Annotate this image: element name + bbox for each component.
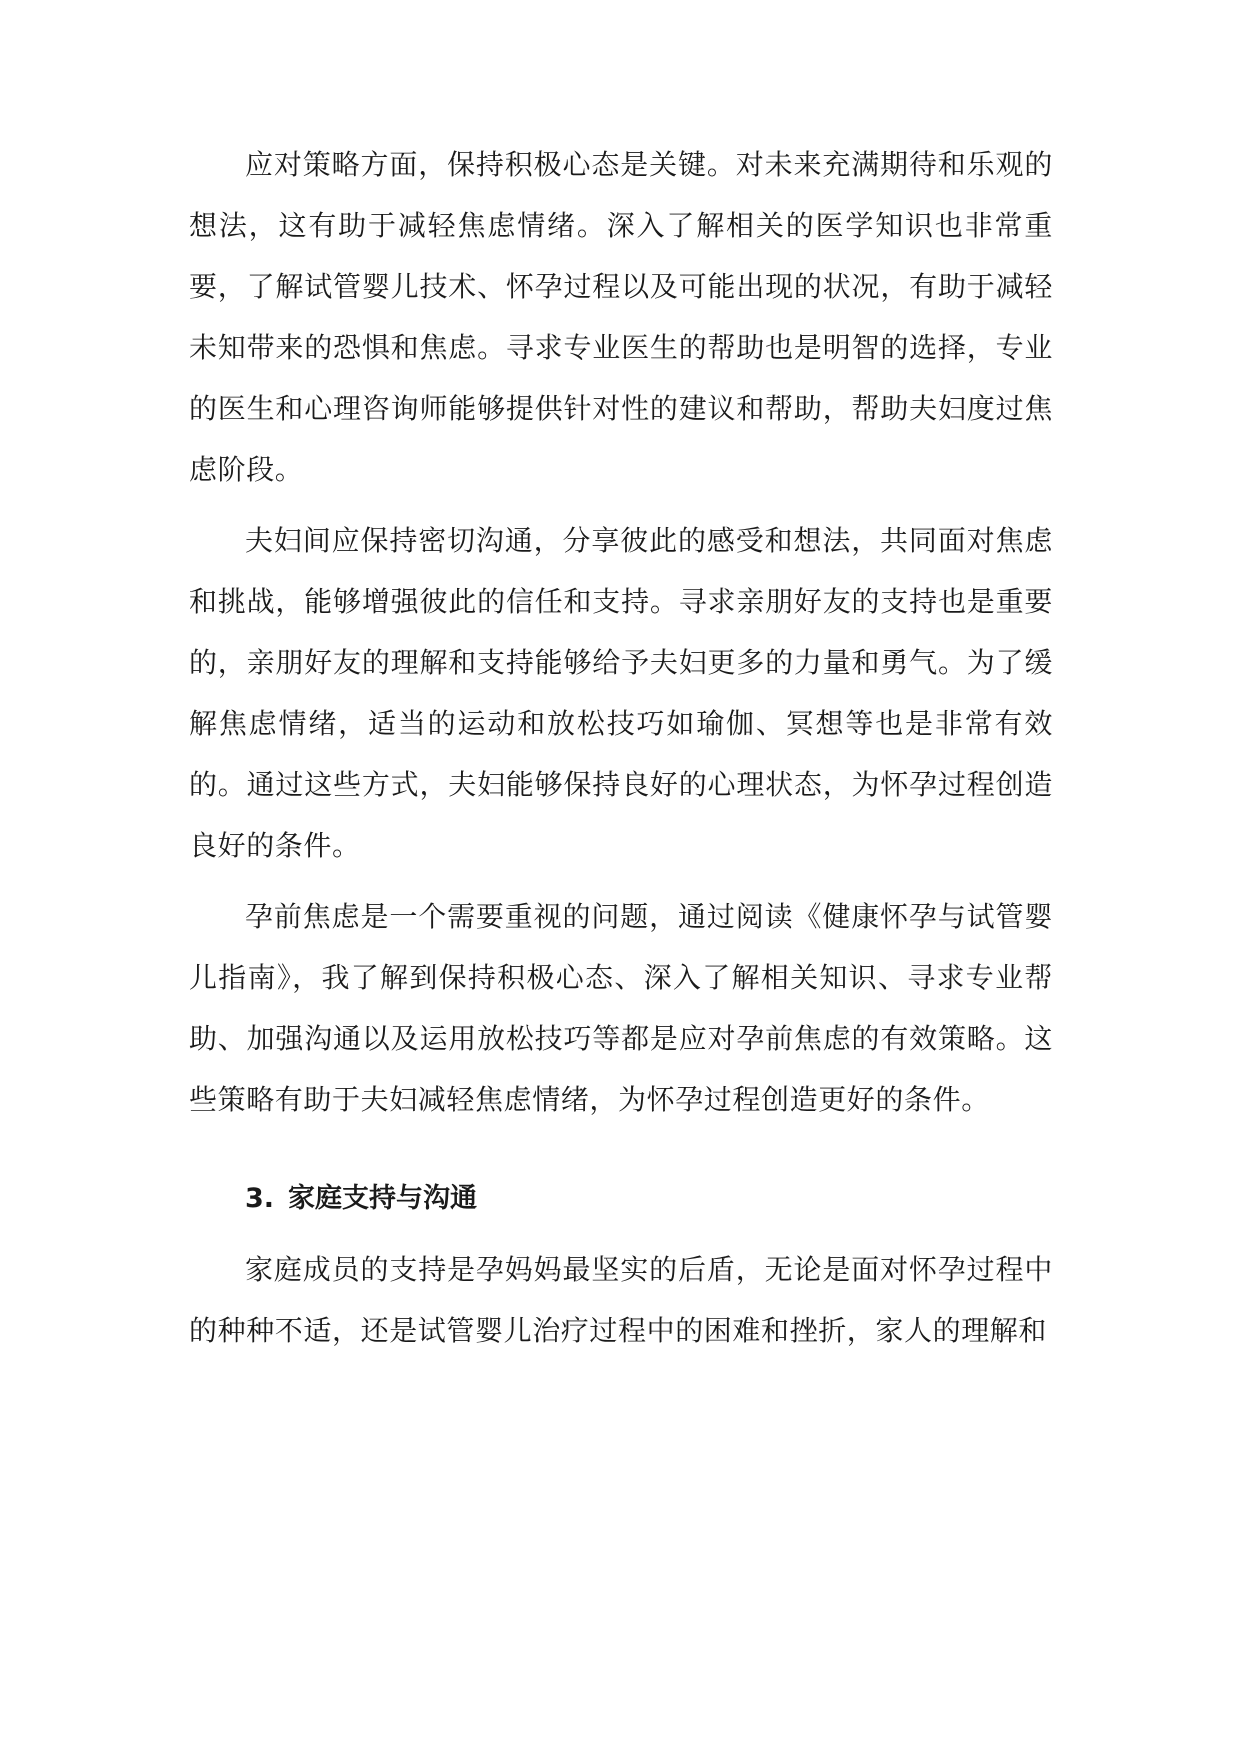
section-number: 3. [245, 1183, 275, 1214]
paragraph-summary: 孕前焦虑是一个需要重视的问题，通过阅读《健康怀孕与试管婴儿指南》，我了解到保持积极心态、深入了解相关知识、寻求专业帮助、加强沟通以及运用放松技巧等都是应对孕前焦虑的有效策略。这些策略有助于夫妇减轻焦虑情绪，为怀孕过程创造更好的条件。 [189, 900, 1053, 1116]
section-heading [189, 1168, 1053, 1229]
document-body [189, 134, 1053, 1361]
paragraph-coping-strategies: 应对策略方面，保持积极心态是关键。对未来充满期待和乐观的想法，这有助于减轻焦虑情绪。深入了解相关的医学知识也非常重要，了解试管婴儿技术、怀孕过程以及可能出现的状况，有助于减轻未知带来的恐惧和焦虑。寻求专业医生的帮助也是明智的选择，专业的医生和心理咨询师能够提供针对性的建议和帮助，帮助夫妇度过焦虑阶段。 [189, 148, 1053, 486]
paragraph-family-support: 家庭成员的支持是孕妈妈最坚实的后盾，无论是面对怀孕过程中的种种不适，还是试管婴儿治疗过程中的困难和挫折，家人的理解和 [189, 1253, 1053, 1347]
section-title: 家庭支持与沟通 [288, 1183, 478, 1214]
paragraph-couple-communication: 夫妇间应保持密切沟通，分享彼此的感受和想法，共同面对焦虑和挑战，能够增强彼此的信任和支持。寻求亲朋好友的支持也是重要的，亲朋好友的理解和支持能够给予夫妇更多的力量和勇气。为了缓解焦虑情绪，适当的运动和放松技巧如瑜伽、冥想等也是非常有效的。通过这些方式，夫妇能够保持良好的心理状态，为怀孕过程创造良好的条件。 [189, 524, 1053, 862]
